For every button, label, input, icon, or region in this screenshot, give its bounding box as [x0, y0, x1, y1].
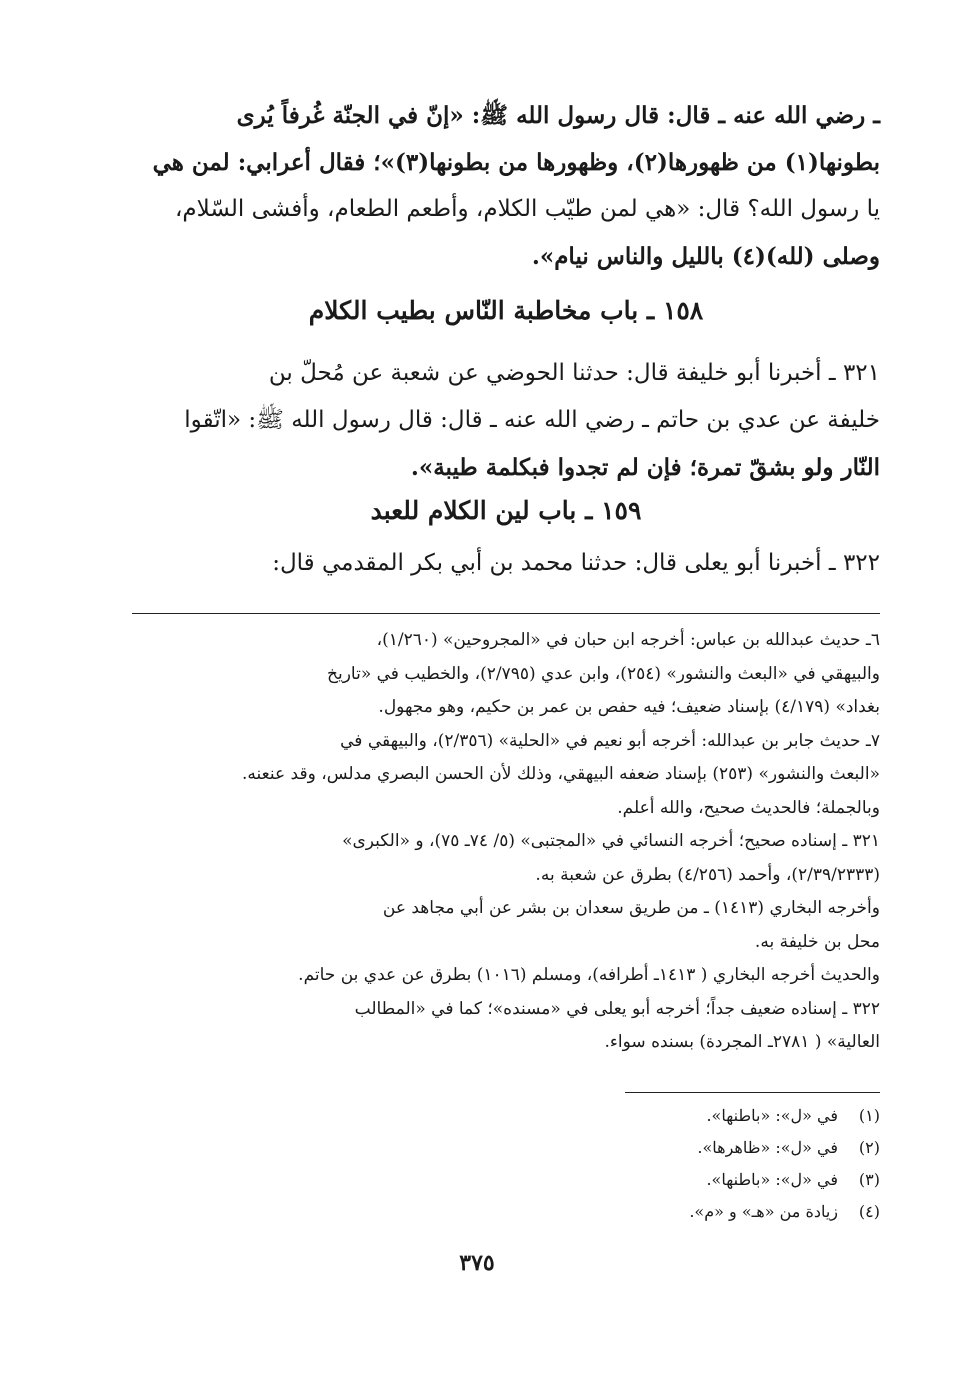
text-line: النّار ولو بشقّ تمرة؛ فإن لم تجدوا فبكلمة طيبة». [410, 454, 880, 481]
text-line: وصلى (لله)(٤) بالليل والناس نيام». [531, 243, 880, 270]
text-line: خليفة عن عدي بن حاتم ـ رضي الله عنه ـ قال: قال رسول الله ﷺ: «اتّقوا [184, 407, 880, 433]
footnote-text: في «ل»: «باطنها». [706, 1106, 838, 1125]
separator-rule [132, 613, 880, 614]
note-line: ٣٢١ ـ إسناده صحيح؛ أخرجه النسائي في «المجتبى» (٥/ ٧٤ـ ٧٥)، و «الكبرى» [342, 831, 880, 851]
note-line: (٢/٣٩/٢٣٣٣)، وأحمد (٤/٢٥٦) بطرق عن شعبة به. [535, 864, 880, 885]
footnote [132, 1164, 880, 1196]
footnote [132, 1100, 880, 1132]
note-line: محل بن خليفة به. [754, 931, 880, 952]
hadith-322 [132, 540, 880, 587]
text-line: ـ رضي الله عنه ـ قال: قال رسول الله ﷺ: «إنّ في الجنّة غُرفاً يُرى [236, 102, 880, 129]
chapter-heading-158: ١٥٨ ـ باب مخاطبة النّاس بطيب الكلام [308, 296, 704, 325]
note-line: ٧ـ حديث جابر بن عبدالله: أخرجه أبو نعيم في «الحلية» (٢/٣٥٦)، والبيهقي في [340, 730, 880, 751]
note-line: ٦ـ حديث عبدالله بن عباس: أخرجه ابن حبان في «المجروحين» (١/٢٦٠)، [376, 630, 880, 650]
page-number: ٣٧٥ [459, 1250, 495, 1276]
text-line: يا رسول الله؟ قال: «هي لمن طيّب الكلام، وأطعم الطعام، وأفشى السّلام، [174, 196, 880, 222]
footnote-rule [625, 1092, 880, 1093]
footnote-text: في «ل»: «ظاهرها». [697, 1138, 838, 1157]
footnote-number: (٢) [858, 1138, 880, 1157]
note-line: والبيهقي في «البعث والنشور» (٢٥٤)، وابن عدي (٢/٧٩٥)، والخطيب في «تاريخ [327, 663, 880, 684]
footnote-text: زيادة من «هـ» و «م». [689, 1202, 838, 1221]
note-line: والحديث أخرجه البخاري ( ١٤١٣ـ أطرافه)، ومسلم (١٠١٦) بطرق عن عدي بن حاتم. [298, 965, 880, 985]
note-line: وأخرجه البخاري (١٤١٣) ـ من طريق سعدان بن بشر عن أبي مجاهد عن [382, 898, 880, 918]
note-line: ٣٢٢ ـ إسناده ضعيف جداً؛ أخرجه أبو يعلى في «مسنده»؛ كما في «المطالب [354, 998, 880, 1019]
text-line: ٣٢٢ ـ أخبرنا أبو يعلى قال: حدثنا محمد بن أبي بكر المقدمي قال: [272, 550, 880, 576]
text-line: ٣٢١ ـ أخبرنا أبو خليفة قال: حدثنا الحوضي عن شعبة عن مُحلّ بن [268, 360, 880, 386]
footnote-number: (٣) [858, 1170, 880, 1189]
footnotes [132, 1100, 880, 1228]
note-line: «البعث والنشور» (٢٥٣) بإسناد ضعفه البيهقي، وذلك لأن الحسن البصري مدلس، وقد عنعنه. [242, 764, 880, 784]
note-line: العالية» ( ٢٧٨١ـ المجردة) بسنده سواء. [604, 1032, 880, 1052]
hadith-paragraph [132, 92, 880, 280]
hadith-321 [132, 350, 880, 491]
footnote [132, 1132, 880, 1164]
note-line: وبالجملة؛ فالحديث صحيح، والله أعلم. [617, 797, 880, 818]
chapter-heading-159: ١٥٩ ـ باب لين الكلام للعبد [370, 496, 642, 525]
note-line: بغداد» (٤/١٧٩) بإسناد ضعيف؛ فيه حفص بن عمر بن حكيم، وهو مجهول. [378, 697, 880, 717]
editor-notes [132, 624, 880, 1060]
footnote-number: (١) [858, 1106, 880, 1125]
text-line: بطونها(١) من ظهورها(٢)، وظهورها من بطونها(٣)»؛ فقال أعرابي: لمن هي [152, 149, 880, 176]
footnote-text: في «ل»: «باطنها». [706, 1170, 838, 1189]
footnote [132, 1196, 880, 1228]
footnote-number: (٤) [858, 1202, 880, 1221]
